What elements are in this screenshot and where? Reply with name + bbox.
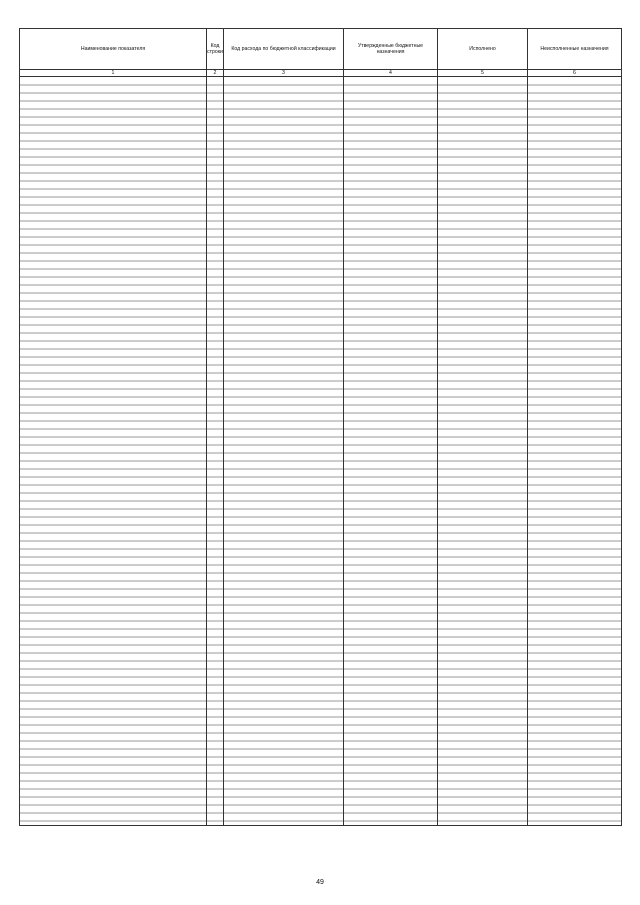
column-number: 1 [20,70,207,77]
report-sheet [19,28,621,826]
table-body-cell [344,77,438,826]
column-number: 5 [438,70,528,77]
table-body-cell [528,77,622,826]
header-unexecuted: Неисполненные назначения [528,29,622,70]
column-number: 3 [224,70,344,77]
header-approved: Утвержденные бюджетные назначения [344,29,438,70]
header-budget-code: Код расхода по бюджетной классификации [224,29,344,70]
column-number-row [20,70,622,77]
header-indicator-name: Наименование показателя [20,29,207,70]
table-body-cell [20,77,207,826]
page-number: 49 [316,879,324,886]
header-executed: Исполнено [438,29,528,70]
header-line-code: Код строки [207,29,224,70]
expenditure-table [19,28,622,826]
header-row [20,29,622,70]
column-number: 6 [528,70,622,77]
table-body-cell [438,77,528,826]
table-body-cell [224,77,344,826]
table-body-cell [207,77,224,826]
column-number: 2 [207,70,224,77]
table-body [20,77,622,826]
column-number: 4 [344,70,438,77]
